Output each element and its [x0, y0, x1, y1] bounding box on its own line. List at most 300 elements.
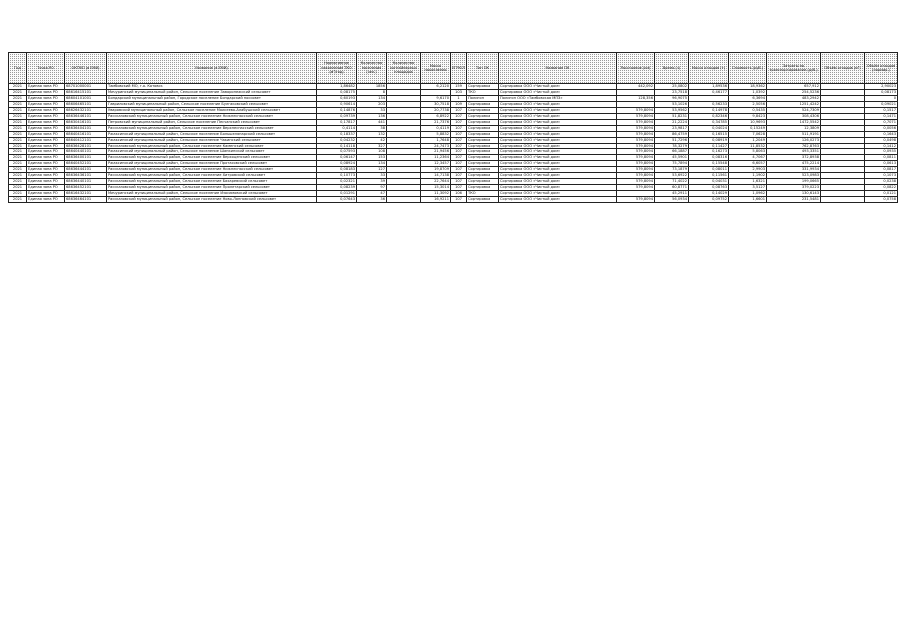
table-cell: Мичуринский муниципальный район, Сельское поселение Заворонежский сельсовет	[107, 89, 317, 95]
table-cell: 762,8763	[767, 143, 821, 149]
table-cell: 1,86482	[317, 84, 357, 90]
table-body	[9, 84, 898, 203]
table-cell: 126,0273	[767, 137, 821, 143]
table-cell: 68640416101	[65, 131, 107, 137]
table-cell: 1251,4242	[767, 101, 821, 107]
table-cell: 2021	[9, 149, 27, 155]
table-cell: 0,08173	[865, 89, 898, 95]
table-cell: Сортировка ООО «Чистый дом»	[499, 179, 617, 185]
table-cell: 56,0934	[655, 197, 689, 203]
table-cell: 10,9693	[729, 119, 767, 125]
column-header: Время (ч)	[655, 53, 689, 84]
table-cell: 11,8532	[729, 143, 767, 149]
table-cell: Единая зона РО	[27, 143, 65, 149]
table-cell: Сортировка ООО «Чистый дом»	[499, 101, 617, 107]
table-cell: 0,0238	[865, 179, 898, 185]
table-cell: Бондарский муниципальный район, Городское поселение Бондарский поссовет	[107, 95, 317, 101]
table-cell: Единая зона РО	[27, 113, 65, 119]
column-header: Название (в ЕМИ)	[107, 53, 317, 84]
table-cell: 2021	[9, 125, 27, 131]
table-cell: 579,8094	[617, 137, 655, 143]
table-cell: 657,912	[767, 84, 821, 90]
table-cell: 1,7648	[421, 137, 451, 143]
table-cell: Сортировка ООО «Чистый дом»	[499, 143, 617, 149]
table-cell: 47	[357, 191, 387, 197]
table-cell: 68636452101	[65, 185, 107, 191]
table-cell: 308,4306	[767, 113, 821, 119]
table-cell: 0,07643	[317, 197, 357, 203]
table-cell: Единая зона РО	[27, 191, 65, 197]
table-cell: 0,0498	[865, 137, 898, 143]
column-header: Тип ОК	[467, 53, 499, 84]
table-cell: Ржаксинский муниципальный район, Сельское поселение Протасовский сельсовет	[107, 161, 317, 167]
table-cell: 107	[451, 197, 467, 203]
column-header: Количество контейнерных площадок	[387, 53, 421, 84]
table-cell: Единая зона РО	[27, 131, 65, 137]
table-cell: 0,7071	[865, 119, 898, 125]
table-cell: 8	[357, 89, 387, 95]
column-header: Количество населения (чел.)	[357, 53, 387, 84]
table-cell: 14,7138	[421, 173, 451, 179]
table-cell: 22,7644	[421, 179, 451, 185]
table-cell: 231,5481	[767, 197, 821, 203]
table-cell: 0,08011	[689, 167, 729, 173]
table-cell: Единая зона РО	[27, 84, 65, 90]
table-cell: 107	[451, 107, 467, 113]
table-cell: 0,14876	[317, 107, 357, 113]
table-cell: Полигон ООО «Тамбовская МПЗ»	[499, 95, 617, 101]
table-cell: Сортировка	[467, 113, 499, 119]
table-cell: 0,0822	[865, 185, 898, 191]
table-cell: 2021	[9, 95, 27, 101]
table-cell: Сортировка	[467, 119, 499, 125]
table-cell: 23,9817	[655, 125, 689, 131]
table-cell: 128,356	[617, 95, 655, 101]
table-cell: 2021	[9, 155, 27, 161]
table-cell: 109	[451, 101, 467, 107]
table-cell: 379,0223	[767, 185, 821, 191]
table-cell: Сортировка ООО «Чистый дом»	[499, 191, 617, 197]
table-cell: Единая зона РО	[27, 185, 65, 191]
table-cell: Рассказовский муниципальный район, Сельское поселение Каменский сельсовет	[107, 143, 317, 149]
table-cell: Рассказовский муниципальный район, Сельское поселение Пролетарский сельсовет	[107, 185, 317, 191]
table-cell: Ржаксинский муниципальный район, Сельское поселение Шапкинский сельсовет	[107, 149, 317, 155]
table-cell: Единая зона РО	[27, 197, 65, 203]
table-cell: 579,8094	[617, 143, 655, 149]
table-cell: 68626432101	[65, 107, 107, 113]
table-cell: 0,0056	[865, 125, 898, 131]
table-cell: 60,8771	[655, 185, 689, 191]
column-header: Масса отходов (т)	[689, 53, 729, 84]
table-cell: 0,08924	[317, 161, 357, 167]
table-cell: 39	[357, 179, 387, 185]
table-cell: Сортировка ООО «Чистый дом»	[499, 173, 617, 179]
table-cell: 2021	[9, 113, 27, 119]
table-cell: 107	[451, 125, 467, 131]
table-cell: 159	[451, 84, 467, 90]
table-cell: 136	[357, 113, 387, 119]
table-cell: 0,09021	[865, 101, 898, 107]
column-header: Масса накопления	[421, 53, 451, 84]
table-cell: 6,2120	[421, 84, 451, 90]
table-cell: 19,8709	[421, 167, 451, 173]
table-cell: 441	[357, 119, 387, 125]
table-cell: 20,7738	[421, 107, 451, 113]
table-cell: Сортировка	[467, 131, 499, 137]
table-cell: 0,16515	[689, 131, 729, 137]
table-cell: Рассказовский муниципальный район, Сельское поселение Верхоценский сельсовет	[107, 155, 317, 161]
column-header: Расстояние (км)	[617, 53, 655, 84]
table-cell: 0,0935	[865, 149, 898, 155]
table-cell: 0,34785	[689, 119, 729, 125]
column-header: Нормативное накопление ТКО (м³/год)	[317, 53, 357, 84]
table-cell: 331,9934	[767, 167, 821, 173]
table-cell: Сортировка	[467, 197, 499, 203]
table-cell: 0,0121	[865, 191, 898, 197]
table-cell: Сортировка	[467, 167, 499, 173]
table-cell: 12,3809	[767, 125, 821, 131]
table-cell: 4,7067	[729, 155, 767, 161]
table-cell: Сортировка	[467, 107, 499, 113]
table-cell: 0,1471	[865, 113, 898, 119]
column-header: Точка РО	[27, 53, 65, 84]
table-cell: 0,08763	[689, 185, 729, 191]
table-cell: 5,8063	[729, 149, 767, 155]
table-cell: 66,1887	[655, 149, 689, 155]
table-cell: Рассказовский муниципальный район, Сельское поселение Хитровский сельсовет	[107, 173, 317, 179]
table-cell: 11,3092	[421, 191, 451, 197]
table-cell: 2021	[9, 191, 27, 197]
table-cell: 372,8938	[767, 155, 821, 161]
table-cell: 71,4022	[655, 179, 689, 185]
registry-table	[8, 52, 898, 203]
table-cell: Сортировка ООО «Чистый дом»	[499, 84, 617, 90]
table-cell: Тамбовский МО, г.о. Котовск	[107, 84, 317, 90]
table-cell: 0,08175	[317, 89, 357, 95]
table-cell: 107	[451, 167, 467, 173]
table-cell: 68616415101	[65, 89, 107, 95]
table-cell: Рассказовский муниципальный район, Сельское поселение Бахаревский сельсовет	[107, 179, 317, 185]
table-cell: 134	[357, 95, 387, 101]
table-cell: 579,8094	[617, 179, 655, 185]
table-cell: 68636444101	[65, 167, 107, 173]
table-cell: Единая зона РО	[27, 95, 65, 101]
table-cell: 0,46177	[689, 89, 729, 95]
table-cell: 0,15249	[729, 125, 767, 131]
table-cell: 1,1902	[729, 173, 767, 179]
table-cell: 1,6321	[729, 179, 767, 185]
table-cell: 442,092	[617, 84, 655, 90]
table-cell: 78,3279	[655, 143, 689, 149]
table-cell: 0,04031	[689, 179, 729, 185]
table-cell: 0,07593	[317, 149, 357, 155]
table-cell: 68636464101	[65, 197, 107, 203]
table-cell: 0,04232	[317, 137, 357, 143]
table-cell: 134	[357, 161, 387, 167]
table-cell: 0,0811	[865, 155, 898, 161]
table-cell: Гавриловский муниципальный район, Сельское поселение Булгаковский сельсовет	[107, 101, 317, 107]
table-cell: 107	[451, 155, 467, 161]
table-cell: 2021	[9, 179, 27, 185]
table-cell: 127	[357, 167, 387, 173]
column-header: Год	[9, 53, 27, 84]
table-cell: 45,2911	[655, 191, 689, 197]
table-cell: Сортировка ООО «Чистый дом»	[499, 89, 617, 95]
column-header: Название ОК	[499, 53, 617, 84]
table-cell: 0,08183	[317, 167, 357, 173]
table-cell: 579,8094	[617, 131, 655, 137]
table-row	[9, 197, 898, 203]
table-cell: 25,0802	[655, 84, 689, 90]
table-cell: Сортировка	[467, 149, 499, 155]
table-cell: Сортировка ООО «Чистый дом»	[499, 107, 617, 113]
table-cell: Сортировка	[467, 161, 499, 167]
table-cell: 68636436101	[65, 173, 107, 179]
table-cell: 2021	[9, 185, 27, 191]
table-cell: 483,2942	[767, 95, 821, 101]
table-cell: 42	[357, 137, 387, 143]
table-cell: Сортировка ООО «Чистый дом»	[499, 125, 617, 131]
table-cell: 107	[451, 131, 467, 137]
table-cell: Сортировка	[467, 173, 499, 179]
table-cell: 75,7894	[655, 161, 689, 167]
table-cell: 23,7518	[655, 89, 689, 95]
table-cell: 493,3351	[767, 149, 821, 155]
table-cell: Единая зона РО	[27, 107, 65, 113]
table-cell: Рассказовский муниципальный район, Сельское поселение Верхнеспасский сельсовет	[107, 125, 317, 131]
table-cell: 0,4119	[421, 125, 451, 131]
table-cell: 579,8094	[617, 161, 655, 167]
table-cell: 108	[357, 149, 387, 155]
table-cell: Сортировка	[467, 84, 499, 90]
table-cell: Единая зона РО	[27, 89, 65, 95]
table-cell: 53,1026	[655, 101, 689, 107]
table-cell: 579,8094	[617, 197, 655, 203]
column-header: Стоимость (руб.)	[729, 53, 767, 84]
table-cell: 203	[357, 101, 387, 107]
table-cell: 2021	[9, 84, 27, 90]
table-cell: 38	[357, 125, 387, 131]
table-cell: Петровский муниципальный район, Сельское поселение Песчанский сельсовет	[107, 119, 317, 125]
table-cell: 30,7518	[421, 101, 451, 107]
table-cell: 11,2364	[421, 155, 451, 161]
table-cell: 0,14118	[317, 143, 357, 149]
table-cell: 9,8423	[729, 113, 767, 119]
table-cell: 0,1073	[865, 173, 898, 179]
table-cell: 97	[357, 185, 387, 191]
table-cell: 2021	[9, 131, 27, 137]
table-cell: 0,90614	[317, 101, 357, 107]
table-cell: Сортировка ООО «Чистый дом»	[499, 185, 617, 191]
header-row	[9, 53, 898, 84]
table-cell: Единая зона РО	[27, 161, 65, 167]
table-cell: 107	[451, 113, 467, 119]
table-cell: 73,1879	[655, 167, 689, 173]
table-cell: 12,3457	[421, 161, 451, 167]
table-cell: Сортировка	[467, 179, 499, 185]
table-cell: 68636400101	[65, 155, 107, 161]
table-cell: 579,8094	[617, 113, 655, 119]
table-cell: Сортировка ООО «Чистый дом»	[499, 149, 617, 155]
table-cell: 16,9211	[421, 197, 451, 203]
table-cell: Единая зона РО	[27, 179, 65, 185]
table-cell: Рассказовский муниципальный район, Сельское поселение Нижнеспасский сельсовет	[107, 113, 317, 119]
table-cell: 327	[357, 143, 387, 149]
table-cell: 51,8231	[655, 113, 689, 119]
table-cell: 524,7309	[767, 107, 821, 113]
table-cell: 0,14978	[689, 107, 729, 113]
table-cell: 254,5236	[767, 89, 821, 95]
table-cell: Сортировка ООО «Чистый дом»	[499, 131, 617, 137]
table-cell: 2021	[9, 167, 27, 173]
table-cell: 107	[451, 137, 467, 143]
table-cell: 579,8094	[617, 167, 655, 173]
table-cell: Единая зона РО	[27, 101, 65, 107]
table-cell: 107	[451, 119, 467, 125]
table-cell: 68640440101	[65, 149, 107, 155]
table-cell: 0,06147	[317, 155, 357, 161]
table-cell	[387, 197, 421, 203]
table-cell: 107	[451, 161, 467, 167]
table-cell: 0,56233	[689, 101, 729, 107]
column-header: Затраты на транспортирование (руб.)	[767, 53, 821, 84]
table-cell: 106	[451, 191, 467, 197]
table-cell: Единая зона РО	[27, 125, 65, 131]
table-cell: Полигон	[467, 95, 499, 101]
table-cell: 523,0983	[767, 173, 821, 179]
table-cell: 579,8094	[617, 155, 655, 161]
table-cell: ТКО	[467, 89, 499, 95]
table-cell: ТКО	[467, 191, 499, 197]
table-cell: 0,02321	[317, 179, 357, 185]
table-cell: Сортировка	[467, 143, 499, 149]
column-header: ОКТМО (в ЕМИ)	[65, 53, 107, 84]
table-cell: Мичуринский муниципальный район, Сельское поселение Изосимовский сельсовет	[107, 191, 317, 197]
table-cell: 0,09739	[317, 113, 357, 119]
table-cell: 6,8922	[421, 113, 451, 119]
table-cell: 0,10773	[317, 173, 357, 179]
table-cell: 68636440101	[65, 179, 107, 185]
table-cell: 0,82346	[689, 113, 729, 119]
table-cell: 0,01291	[317, 191, 357, 197]
table-cell: 68630416101	[65, 119, 107, 125]
table-cell: 68640452101	[65, 161, 107, 167]
table-cell: 1,6601	[729, 197, 767, 203]
table-cell: 579,8094	[617, 173, 655, 179]
column-header: Объём отходов (нормир.)	[865, 53, 898, 84]
table-cell: 0	[865, 95, 898, 101]
table-cell: Единая зона РО	[27, 155, 65, 161]
table-cell: 2,5056	[729, 101, 767, 107]
table-cell: 107	[451, 173, 467, 179]
table-cell: 2,9903	[729, 167, 767, 173]
table-cell: 2021	[9, 89, 27, 95]
table-cell: 2021	[9, 107, 27, 113]
table-cell: 107	[451, 179, 467, 185]
table-cell: 86,4759	[655, 131, 689, 137]
table-cell: 0,08919	[689, 137, 729, 143]
table-cell: Рассказовский муниципальный район, Сельское поселение Нижнеспасский сельсовет	[107, 167, 317, 173]
table-cell: Сортировка	[467, 155, 499, 161]
table-cell: 24,7473	[421, 143, 451, 149]
table-cell: 9,6170	[421, 95, 451, 101]
table-cell: 475,2214	[767, 161, 821, 167]
table-cell: 132	[357, 131, 387, 137]
table-cell: 6,3694	[729, 95, 767, 101]
table-cell: 0,60193	[317, 95, 357, 101]
table-cell: Сортировка	[467, 137, 499, 143]
table-cell: 0,0817	[865, 167, 898, 173]
table-cell: Уваровский муниципальный район, Сельское поселение Моисеево-Алабушский сельсовет	[107, 107, 317, 113]
table-cell: 0,5435	[729, 107, 767, 113]
column-header: Объём отходов (м³)	[821, 53, 865, 84]
table-cell: 21,2224	[655, 119, 689, 125]
table-cell: 0,1643	[865, 131, 898, 137]
table-cell: 15,3014	[421, 185, 451, 191]
table-cell: Единая зона РО	[27, 137, 65, 143]
table-cell: 1,0392	[729, 89, 767, 95]
table-cell: 0,04024	[689, 125, 729, 131]
table-cell: Сортировка ООО «Чистый дом»	[499, 197, 617, 203]
table-cell: 7,0628	[729, 131, 767, 137]
table-cell: 1472,5542	[767, 119, 821, 125]
table-cell: 1	[451, 95, 467, 101]
table-cell: Сортировка ООО «Чистый дом»	[499, 167, 617, 173]
table-cell: Ржаксинский муниципальный район, Сельское поселение Чакинский сельсовет	[107, 137, 317, 143]
table-cell: 3,5127	[729, 185, 767, 191]
table-cell: 2021	[9, 161, 27, 167]
table-cell: 0,1517	[865, 107, 898, 113]
table-cell: 579,8094	[617, 125, 655, 131]
table-cell: 0,08239	[317, 185, 357, 191]
table-cell: 96,9075	[655, 95, 689, 101]
table-cell: 2021	[9, 137, 27, 143]
table-cell: 130,6143	[767, 191, 821, 197]
table-cell: 68701000001	[65, 84, 107, 90]
table-cell: 153	[357, 155, 387, 161]
table-cell: 2021	[9, 119, 27, 125]
table-cell: 0,0758	[865, 197, 898, 203]
table-cell: 0,1412	[865, 143, 898, 149]
table-cell: 68616432101	[65, 191, 107, 197]
table-cell: 5,8832	[421, 131, 451, 137]
table-cell: Сортировка	[467, 125, 499, 131]
table-cell: 2,90023	[865, 84, 898, 90]
table-cell: 68606465101	[65, 101, 107, 107]
table-cell: 68636428101	[65, 143, 107, 149]
table-cell: Ржаксинский муниципальный район, Сельское поселение Большеляпарский сельсовет	[107, 131, 317, 137]
table-cell: 107	[451, 143, 467, 149]
table-cell: 1,0962	[729, 191, 767, 197]
table-cell: 0,17817	[317, 119, 357, 125]
table-cell: 579,8094	[617, 149, 655, 155]
table-cell: 1856	[357, 84, 387, 90]
table-cell: 68636446101	[65, 113, 107, 119]
table-cell: 511,9191	[767, 131, 821, 137]
table-cell: 579,8094	[617, 185, 655, 191]
table-cell: 2021	[9, 101, 27, 107]
table-cell: Сортировка	[467, 185, 499, 191]
table-cell: Рассказовский муниципальный район, Сельское поселение Ново-Ляпповский сельсовет	[107, 197, 317, 203]
table-cell: 0,0613	[865, 161, 898, 167]
table-cell: 21,9456	[421, 149, 451, 155]
table-cell: Сортировка ООО «Чистый дом»	[499, 137, 617, 143]
table-cell: 68604101001	[65, 95, 107, 101]
table-cell: 18,9362	[729, 84, 767, 90]
table-cell: 0,11427	[689, 143, 729, 149]
table-cell: Сортировка	[467, 101, 499, 107]
table-cell: 199,0665	[767, 179, 821, 185]
